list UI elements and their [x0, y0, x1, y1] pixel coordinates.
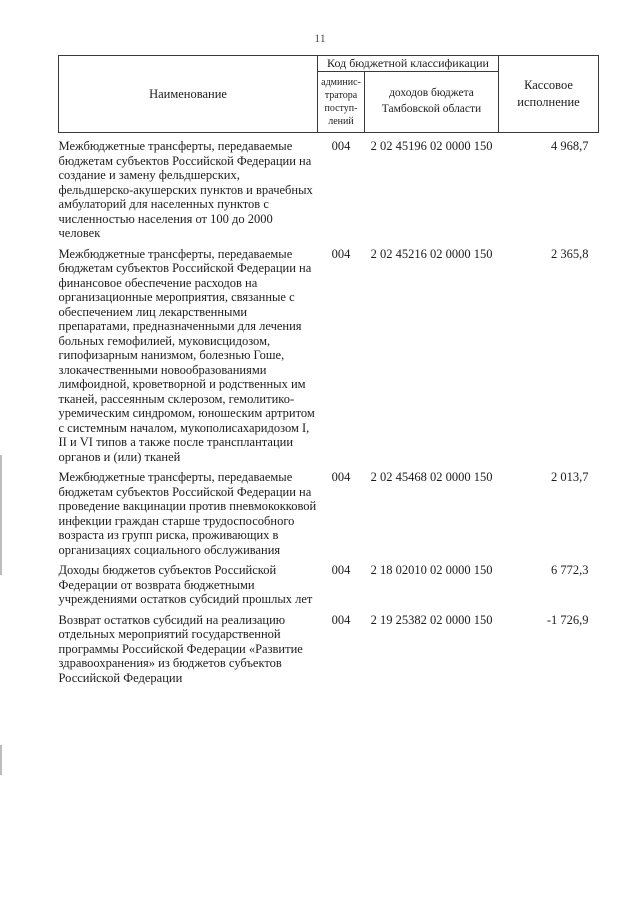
header-admin: админис-тратора поступ-лений — [318, 72, 365, 133]
row-name: Возврат остатков субсидий на реализацию отдельных мероприятий государственной программы Российской Федерации «Развитие здравоохранения» из бюджетов субъектов Российской Федерации — [58, 612, 303, 685]
row-admin-code: 004 — [331, 139, 351, 153]
table-row — [59, 241, 599, 465]
row-name: Межбюджетные трансферты, передаваемые бюджетам субъектов Российской Федерации на проведение вакцинации против пневмококковой инфекции граждан старше трудоспособного возраста из групп риска, проживающих в организациях социального обслуживания — [58, 470, 317, 557]
row-revenue-code: 2 02 45216 02 0000 150 — [370, 246, 493, 261]
row-name: Доходы бюджетов субъектов Российской Федерации от возврата бюджетными учреждениями остатков субсидий прошлых лет — [58, 563, 313, 606]
header-revenue-code: доходов бюджета Тамбовской области — [365, 72, 499, 133]
row-execution: 2 365,8 — [551, 246, 589, 261]
row-revenue-code: 2 02 45468 02 0000 150 — [370, 470, 493, 484]
table-row — [59, 133, 599, 241]
table-header — [59, 56, 599, 133]
table-row — [59, 557, 599, 607]
scan-edge-mark — [0, 455, 2, 575]
row-execution: 4 968,7 — [551, 139, 589, 153]
row-admin-code: 004 — [331, 563, 351, 577]
row-name: Межбюджетные трансферты, передаваемые бюджетам субъектов Российской Федерации на создание и замену фельдшерских, фельдшерско-акушерских пунктов и врачебных амбулаторий для населенных пунктов с численностью населения от 100 до 2000 человек — [58, 139, 313, 240]
page-number: 11 — [314, 31, 326, 45]
row-execution: 6 772,3 — [551, 563, 589, 577]
row-revenue-code: 2 02 45196 02 0000 150 — [370, 139, 493, 153]
row-admin-code: 004 — [331, 612, 351, 627]
table-row — [59, 607, 599, 686]
scan-edge-mark — [0, 745, 2, 775]
table-row — [59, 464, 599, 557]
header-execution: Кассовое исполнение — [499, 56, 599, 133]
header-code-group: Код бюджетной классификации — [318, 56, 499, 72]
row-execution: 2 013,7 — [551, 470, 589, 484]
budget-table — [58, 55, 599, 685]
header-name: Наименование — [59, 56, 318, 133]
row-revenue-code: 2 19 25382 02 0000 150 — [370, 612, 493, 627]
row-admin-code: 004 — [331, 470, 351, 484]
row-revenue-code: 2 18 02010 02 0000 150 — [370, 563, 493, 577]
row-execution: -1 726,9 — [546, 612, 589, 627]
row-admin-code: 004 — [331, 246, 351, 261]
row-name: Межбюджетные трансферты, передаваемые бюджетам субъектов Российской Федерации на финансовое обеспечение расходов на организационные мероприятия, связанные с обеспечением лиц лекарственными препаратами, предназначенными для лечения больных гемофилией, муковисцидозом, гипофизарным нанизмом, болезнью Гоше, злокачественными новообразованиями лимфоидной, кроветворной и родственных им тканей, рассеянным склерозом, гемолитико-уремическим синдромом, юношеским артритом с системным началом, мукополисахаридозом I, II и VI типов а также после трансплантации органов и (или) тканей — [58, 246, 315, 464]
